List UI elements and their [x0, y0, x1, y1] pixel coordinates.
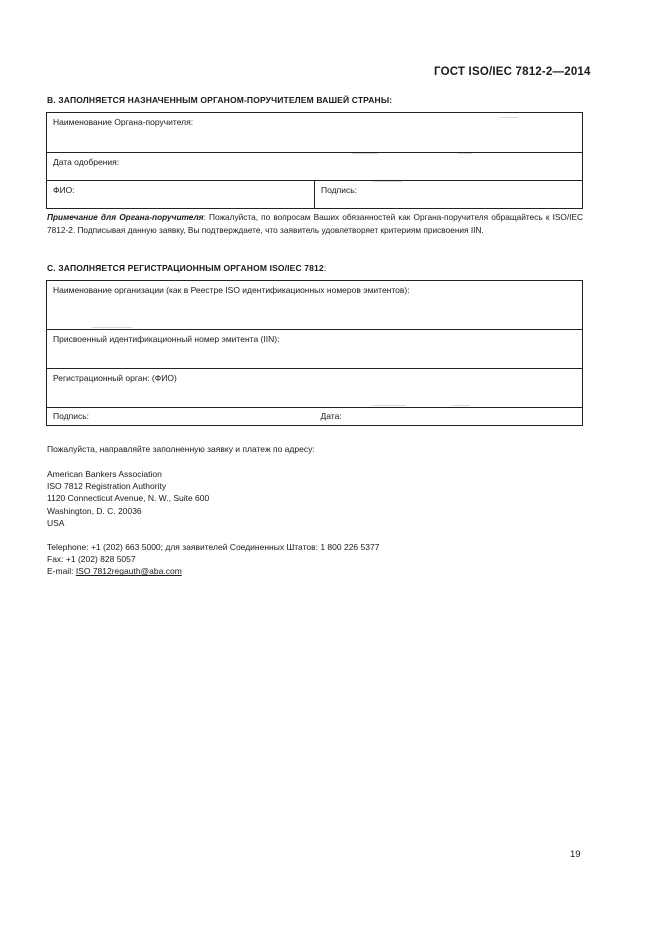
address-line: ISO 7812 Registration Authority [47, 481, 167, 492]
sponsor-signature-field[interactable] [315, 181, 583, 209]
sponsor-note-label: Примечание для Органа-поручителя [47, 212, 204, 222]
scan-artifact [372, 181, 402, 182]
section-c-form [46, 280, 583, 426]
sponsor-signature-label: Подпись: [321, 185, 358, 195]
section-b-heading: B. ЗАПОЛНЯЕТСЯ НАЗНАЧЕННЫМ ОРГАНОМ-ПОРУЧИТЕЛЕМ ВАШЕЙ СТРАНЫ: [47, 95, 393, 105]
sponsor-org-name-field[interactable] [47, 113, 583, 153]
assigned-iin-label: Присвоенный идентификационный номер эмитента (IIN): [53, 334, 280, 344]
scan-artifact [458, 153, 472, 154]
assigned-iin-field[interactable] [47, 330, 583, 369]
registered-org-name-field[interactable] [47, 281, 583, 330]
approval-date-field[interactable] [47, 153, 583, 181]
address-line: American Bankers Association [47, 469, 162, 479]
telephone-line: Telephone: +1 (202) 663 5000; для заявителей Соединенных Штатов: 1 800 226 5377 [47, 542, 380, 552]
email-line [47, 565, 379, 577]
registration-authority-label: Регистрационный орган: (ФИО) [53, 373, 177, 383]
mailing-address [47, 468, 209, 529]
ra-date-label: Дата: [320, 411, 342, 421]
standard-code: ГОСТ ISO/IEC 7812-2—2014 [434, 66, 591, 78]
fax-line: Fax: +1 (202) 828 5057 [47, 554, 136, 565]
ra-signature-field[interactable] [47, 408, 315, 426]
registered-org-name-label: Наименование организации (как в Реестре ISO идентификационных номеров эмитентов): [53, 285, 410, 295]
sponsor-note-text: : Пожалуйста, по вопросам Ваших обязанностей как Органа-поручителя обращайтесь к ISO/IEC 7812-2. Подписывая данную заявку, Вы подтверждаете, что заявитель удовлетворяет критериям присвоения IIN. [47, 212, 583, 235]
send-instructions: Пожалуйста, направляйте заполненную заявку и платеж по адресу: [47, 444, 315, 454]
scan-artifact [372, 405, 406, 406]
scan-artifact [352, 153, 378, 154]
ra-signature-label: Подпись: [53, 411, 90, 421]
scan-artifact [500, 117, 518, 118]
section-c-heading-text: C. ЗАПОЛНЯЕТСЯ РЕГИСТРАЦИОННЫМ ОРГАНОМ ISO/IEC 7812 [47, 263, 324, 273]
registration-authority-field[interactable] [47, 369, 583, 408]
address-line: Washington, D. C. 20036 [47, 505, 142, 516]
contact-block [47, 541, 379, 578]
section-c-heading [47, 263, 326, 273]
sponsor-full-name-label: ФИО: [53, 185, 75, 195]
ra-date-field[interactable] [315, 408, 583, 426]
sponsor-note [47, 211, 583, 236]
sponsor-org-name-label: Наименование Органа-поручителя: [53, 117, 194, 127]
section-b-form [46, 112, 583, 209]
section-c-heading-colon: : [323, 263, 327, 273]
email-link[interactable]: ISO 7812regauth@aba.com [75, 566, 182, 577]
scan-artifact [92, 327, 132, 328]
page-number: 19 [570, 849, 581, 860]
scan-artifact [452, 405, 470, 406]
approval-date-label: Дата одобрения: [53, 157, 120, 167]
address-line: 1120 Connecticut Avenue, N. W., Suite 600 [47, 493, 210, 504]
sponsor-full-name-field[interactable] [47, 181, 315, 209]
address-line: USA [47, 517, 65, 528]
email-label: E-mail: [47, 566, 76, 577]
